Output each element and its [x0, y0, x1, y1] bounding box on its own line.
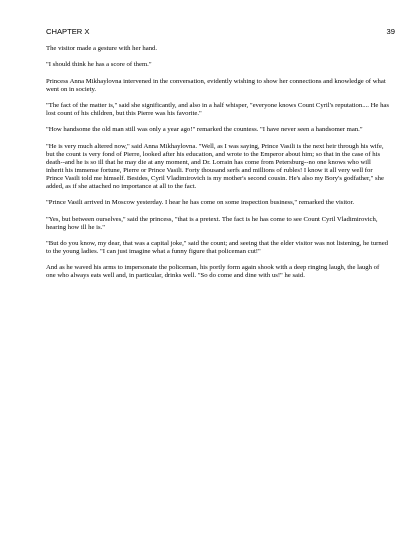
page-header: [46, 27, 393, 36]
paragraph: "Prince Vasili arrived in Moscow yesterday. I hear he has come on some inspection business," remarked the visitor.: [46, 199, 354, 207]
page-body: [46, 45, 389, 281]
paragraph: "I should think he has a score of them.": [46, 61, 152, 69]
paragraph: Princess Anna Mikhaylovna intervened in the conversation, evidently wishing to show her connections and knowledge of what went on in society.: [46, 77, 386, 93]
paragraph: And as he waved his arms to impersonate the policeman, his portly form again shook with a deep ringing laugh, the laugh of one who always eats well and, in particular, drinks well. "So do come and dine with us!" he said.: [46, 264, 380, 280]
paragraph: "He is very much altered now," said Anna Mikhaylovna. "Well, as I was saying, Prince Vasili is the next heir through his wife, but the count is very fond of Pierre, looked after his education, and wrote to the Emperor about him; so that in the case of his death--and he is so ill that he may die at any moment, and Dr. Lorrain has come from Petersburg--no one knows who will inherit his immense fortune, Pierre or Prince Vasili. Forty thousand serfs and millions of rubles! I know it all very well for Prince Vasili told me himself. Besides, Cyril Vladimirovich is my mother's second cousin. He's also my Bory's godfather," she added, as if she attached no importance at all to the fact.: [46, 142, 384, 191]
paragraph: The visitor made a gesture with her hand.: [46, 45, 158, 52]
paragraph: "The fact of the matter is," said she significantly, and also in a half whisper, "everyone knows Count Cyril's reputation.... He has lost count of his children, but this Pierre was his favorite.": [46, 101, 389, 118]
paragraph: "How handsome the old man still was only a year ago!" remarked the countess. "I have never seen a handsomer man.": [46, 126, 363, 134]
page-number: 39: [386, 27, 395, 36]
paragraph: "Yes, but between ourselves," said the princess, "that is a pretext. The fact is he has come to see Count Cyril Vladimirovich, hearing how ill he is.": [46, 215, 378, 231]
paragraph: "But do you know, my dear, that was a capital joke," said the count; and seeing that the elder visitor was not listening, he turned to the young ladies. "I can just imagine what a funny figure that policeman cut!": [46, 240, 389, 256]
chapter-heading: CHAPTER X: [46, 27, 90, 36]
